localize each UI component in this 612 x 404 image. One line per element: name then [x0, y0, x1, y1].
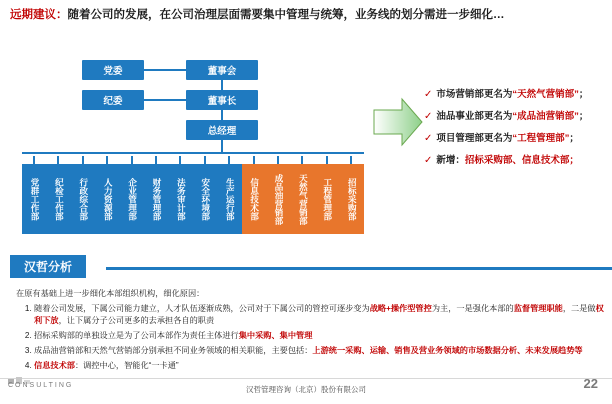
connector-stem — [253, 156, 255, 164]
connector-line — [144, 69, 186, 71]
top-recommendation-label: 远期建议： — [10, 9, 68, 21]
analysis-list-item: 2. 招标采购部的单独设立是为了公司本部作为责任主体进行集中采购、集中管理 — [34, 330, 604, 342]
org-node-jiwei: 纪委 — [82, 90, 144, 110]
connector-stem — [301, 156, 303, 164]
top-recommendation — [10, 6, 605, 25]
department-box: 招标采购部 — [339, 164, 364, 234]
connector-stem — [131, 156, 133, 164]
change-item-text: 油品事业部更名为“成品油营销部”； — [436, 111, 589, 122]
page-number: 22 — [583, 376, 598, 391]
change-item-text: 新增：招标采购部、信息技术部； — [436, 155, 579, 166]
check-icon: ✓ — [424, 155, 433, 166]
connector-line — [221, 110, 223, 120]
change-item — [424, 154, 606, 168]
connector-stem — [155, 156, 157, 164]
department-box: 法务审计部 — [168, 164, 193, 234]
connector-line — [221, 80, 223, 90]
org-node-dangwei: 党委 — [82, 60, 144, 80]
change-item — [424, 132, 606, 146]
department-row — [8, 154, 368, 234]
department-box: 行政综合部 — [71, 164, 96, 234]
department-box: 人力资源部 — [95, 164, 120, 234]
connector-stem — [82, 156, 84, 164]
connector-stem — [350, 156, 352, 164]
org-node-dongshihui: 董事会 — [186, 60, 258, 80]
logo-icon — [8, 372, 34, 380]
connector-stem — [57, 156, 59, 164]
top-recommendation-text: 随着公司的发展，在公司治理层面需要集中管理与统筹，业务线的划分需进一步细化… — [67, 9, 505, 21]
connector-stem — [106, 156, 108, 164]
connector-stem — [204, 156, 206, 164]
department-box: 信息技术部 — [242, 164, 267, 234]
analysis-rule — [106, 267, 612, 270]
analysis-list-item: 1. 随着公司发展，下属公司能力建立，人才队伍逐渐成熟，公司对于下属公司的管控可逐步变为战略+操作型管控为主，一是强化本部的监督管理职能，二是做权利下放，让下属分子公司更多的去承担各自的职责 — [34, 303, 604, 327]
analysis-list — [16, 303, 604, 372]
analysis-list-item: 3. 成品油营销部和天然气营销部分别承担不同业务领域的相关职能，主要包括：上游统一采购、运输、销售及营业务领域的市场数据分析、未来发展趋势等 — [34, 345, 604, 357]
department-box: 安全环境部 — [193, 164, 218, 234]
change-item — [424, 110, 606, 124]
check-icon: ✓ — [424, 89, 433, 100]
org-node-zongjingli: 总经理 — [186, 120, 258, 140]
footer-divider — [0, 378, 612, 379]
change-item — [424, 88, 606, 102]
org-node-dongshizhang: 董事长 — [186, 90, 258, 110]
arrow-icon — [372, 96, 424, 148]
change-list — [424, 88, 606, 176]
analysis-title: 汉哲分析 — [10, 255, 86, 278]
department-box: 工程管理部 — [315, 164, 340, 234]
change-item-text: 市场营销部更名为“天然气营销部”； — [436, 89, 589, 100]
footer-logo-text: CONSULTING — [8, 382, 74, 389]
analysis-intro: 在原有基础上进一步细化本部组织机构，细化原因： — [16, 289, 205, 298]
department-box: 天然气营销部 — [290, 164, 315, 234]
department-box: 生产运行部 — [217, 164, 242, 234]
department-box: 成品油营销部 — [266, 164, 291, 234]
connector-stem — [326, 156, 328, 164]
analysis-header — [10, 255, 602, 278]
check-icon: ✓ — [424, 133, 433, 144]
connector-stem — [179, 156, 181, 164]
connector-line — [221, 140, 223, 152]
connector-stem — [33, 156, 35, 164]
analysis-list-item: 4. 信息技术部：调控中心，智能化“一卡通” — [34, 360, 604, 372]
department-box: 党群工作部 — [22, 164, 47, 234]
department-box: 企业管理部 — [120, 164, 145, 234]
check-icon: ✓ — [424, 111, 433, 122]
footer-company: 汉哲管理咨询（北京）股份有限公司 — [246, 385, 366, 394]
org-chart — [8, 52, 368, 237]
connector-line — [144, 99, 186, 101]
connector-stem — [228, 156, 230, 164]
connector-stem — [277, 156, 279, 164]
analysis-body — [16, 288, 604, 375]
change-item-text: 项目管理部更名为“工程管理部”； — [436, 133, 579, 144]
department-box: 纪检工作部 — [46, 164, 71, 234]
department-box: 财务管理部 — [144, 164, 169, 234]
